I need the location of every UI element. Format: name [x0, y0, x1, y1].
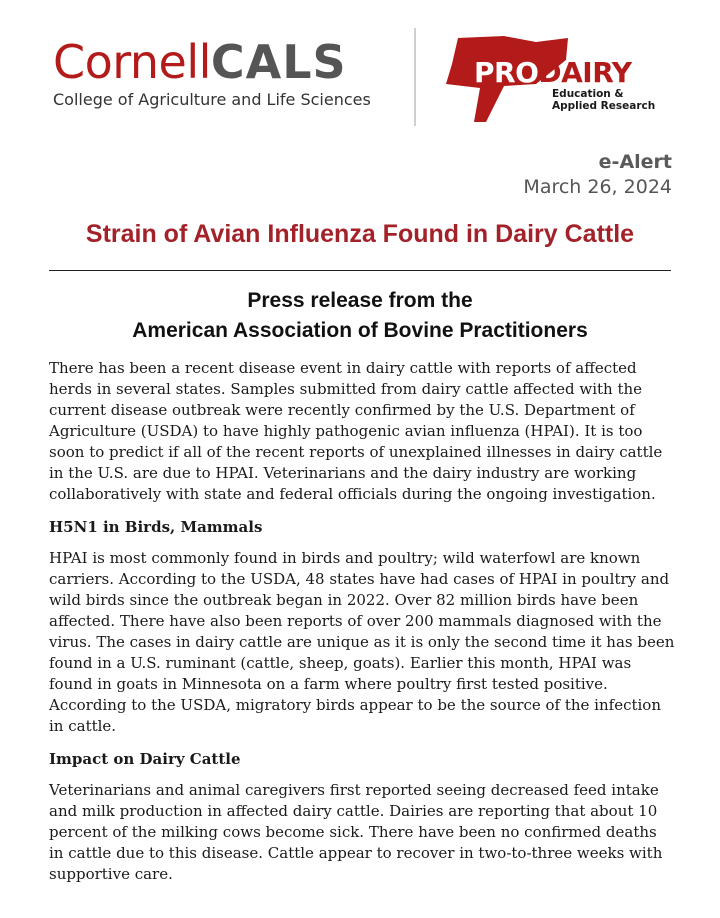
impact-heading: Impact on Dairy Cattle — [49, 750, 241, 768]
press-heading-line1: Press release from the — [247, 289, 473, 312]
h5n1-heading: H5N1 in Birds, Mammals — [49, 518, 263, 536]
article-body — [49, 358, 675, 897]
prodairy-wordmark — [474, 56, 632, 89]
cals-word: CALS — [210, 35, 347, 89]
h5n1-paragraph: HPAI is most commonly found in birds and poultry; wild waterfowl are known carriers. According to the USDA, 48 states have had cases of HPAI in poultry and wild birds since the outbreak began in 2022. Over 82 million birds have been affected. There have also been reports of over 200 mammals diagnosed with the virus. The cases in dairy cattle are unique as it is only the second time it has been found in a U.S. ruminant (cattle, sheep, goats). Earlier this month, HPAI was found in goats in Minnesota on a farm where poultry first tested positive. According to the USDA, migratory birds appear to be the source of the infection in cattle. — [49, 549, 675, 735]
press-heading-line2: American Association of Bovine Practitioners — [132, 319, 588, 342]
alert-date: March 26, 2024 — [523, 176, 672, 198]
cornell-cals-wordmark — [53, 36, 371, 88]
document-title: Strain of Avian Influenza Found in Dairy Cattle — [85, 220, 635, 248]
prodairy-tagline-line1: Education & — [552, 88, 624, 100]
cornell-cals-logo — [53, 36, 371, 109]
letterhead — [0, 0, 720, 140]
cornell-word: Cornell — [53, 35, 211, 89]
prodairy-tagline — [552, 88, 655, 112]
press-release-heading — [0, 286, 720, 346]
alert-type: e-Alert — [598, 151, 672, 173]
prodairy-tagline-line2: Applied Research — [552, 100, 656, 112]
dairy-word: DAIRY — [538, 56, 632, 89]
alert-meta — [523, 150, 672, 200]
title-rule — [49, 270, 671, 271]
cornell-subtitle: College of Agriculture and Life Sciences — [53, 90, 371, 109]
logo-divider — [414, 28, 416, 126]
prodairy-logo — [444, 36, 674, 126]
pro-word: PRO — [474, 56, 539, 89]
intro-paragraph: There has been a recent disease event in dairy cattle with reports of affected herds in several states. Samples submitted from dairy cattle affected with the current disease outbreak were recently confirmed by the U.S. Department of Agriculture (USDA) to have highly pathogenic avian influenza (HPAI). It is too soon to predict if all of the recent reports of unexplained illnesses in dairy cattle in the U.S. are due to HPAI. Veterinarians and the dairy industry are working collaboratively with state and federal officials during the ongoing investigation. — [49, 359, 663, 503]
impact-paragraph: Veterinarians and animal caregivers first reported seeing decreased feed intake and milk production in affected dairy cattle. Dairies are reporting that about 10 percent of the milking cows become sick. There have been no confirmed deaths in cattle due to this disease. Cattle appear to recover in two-to-three weeks with supportive care. — [49, 781, 663, 883]
